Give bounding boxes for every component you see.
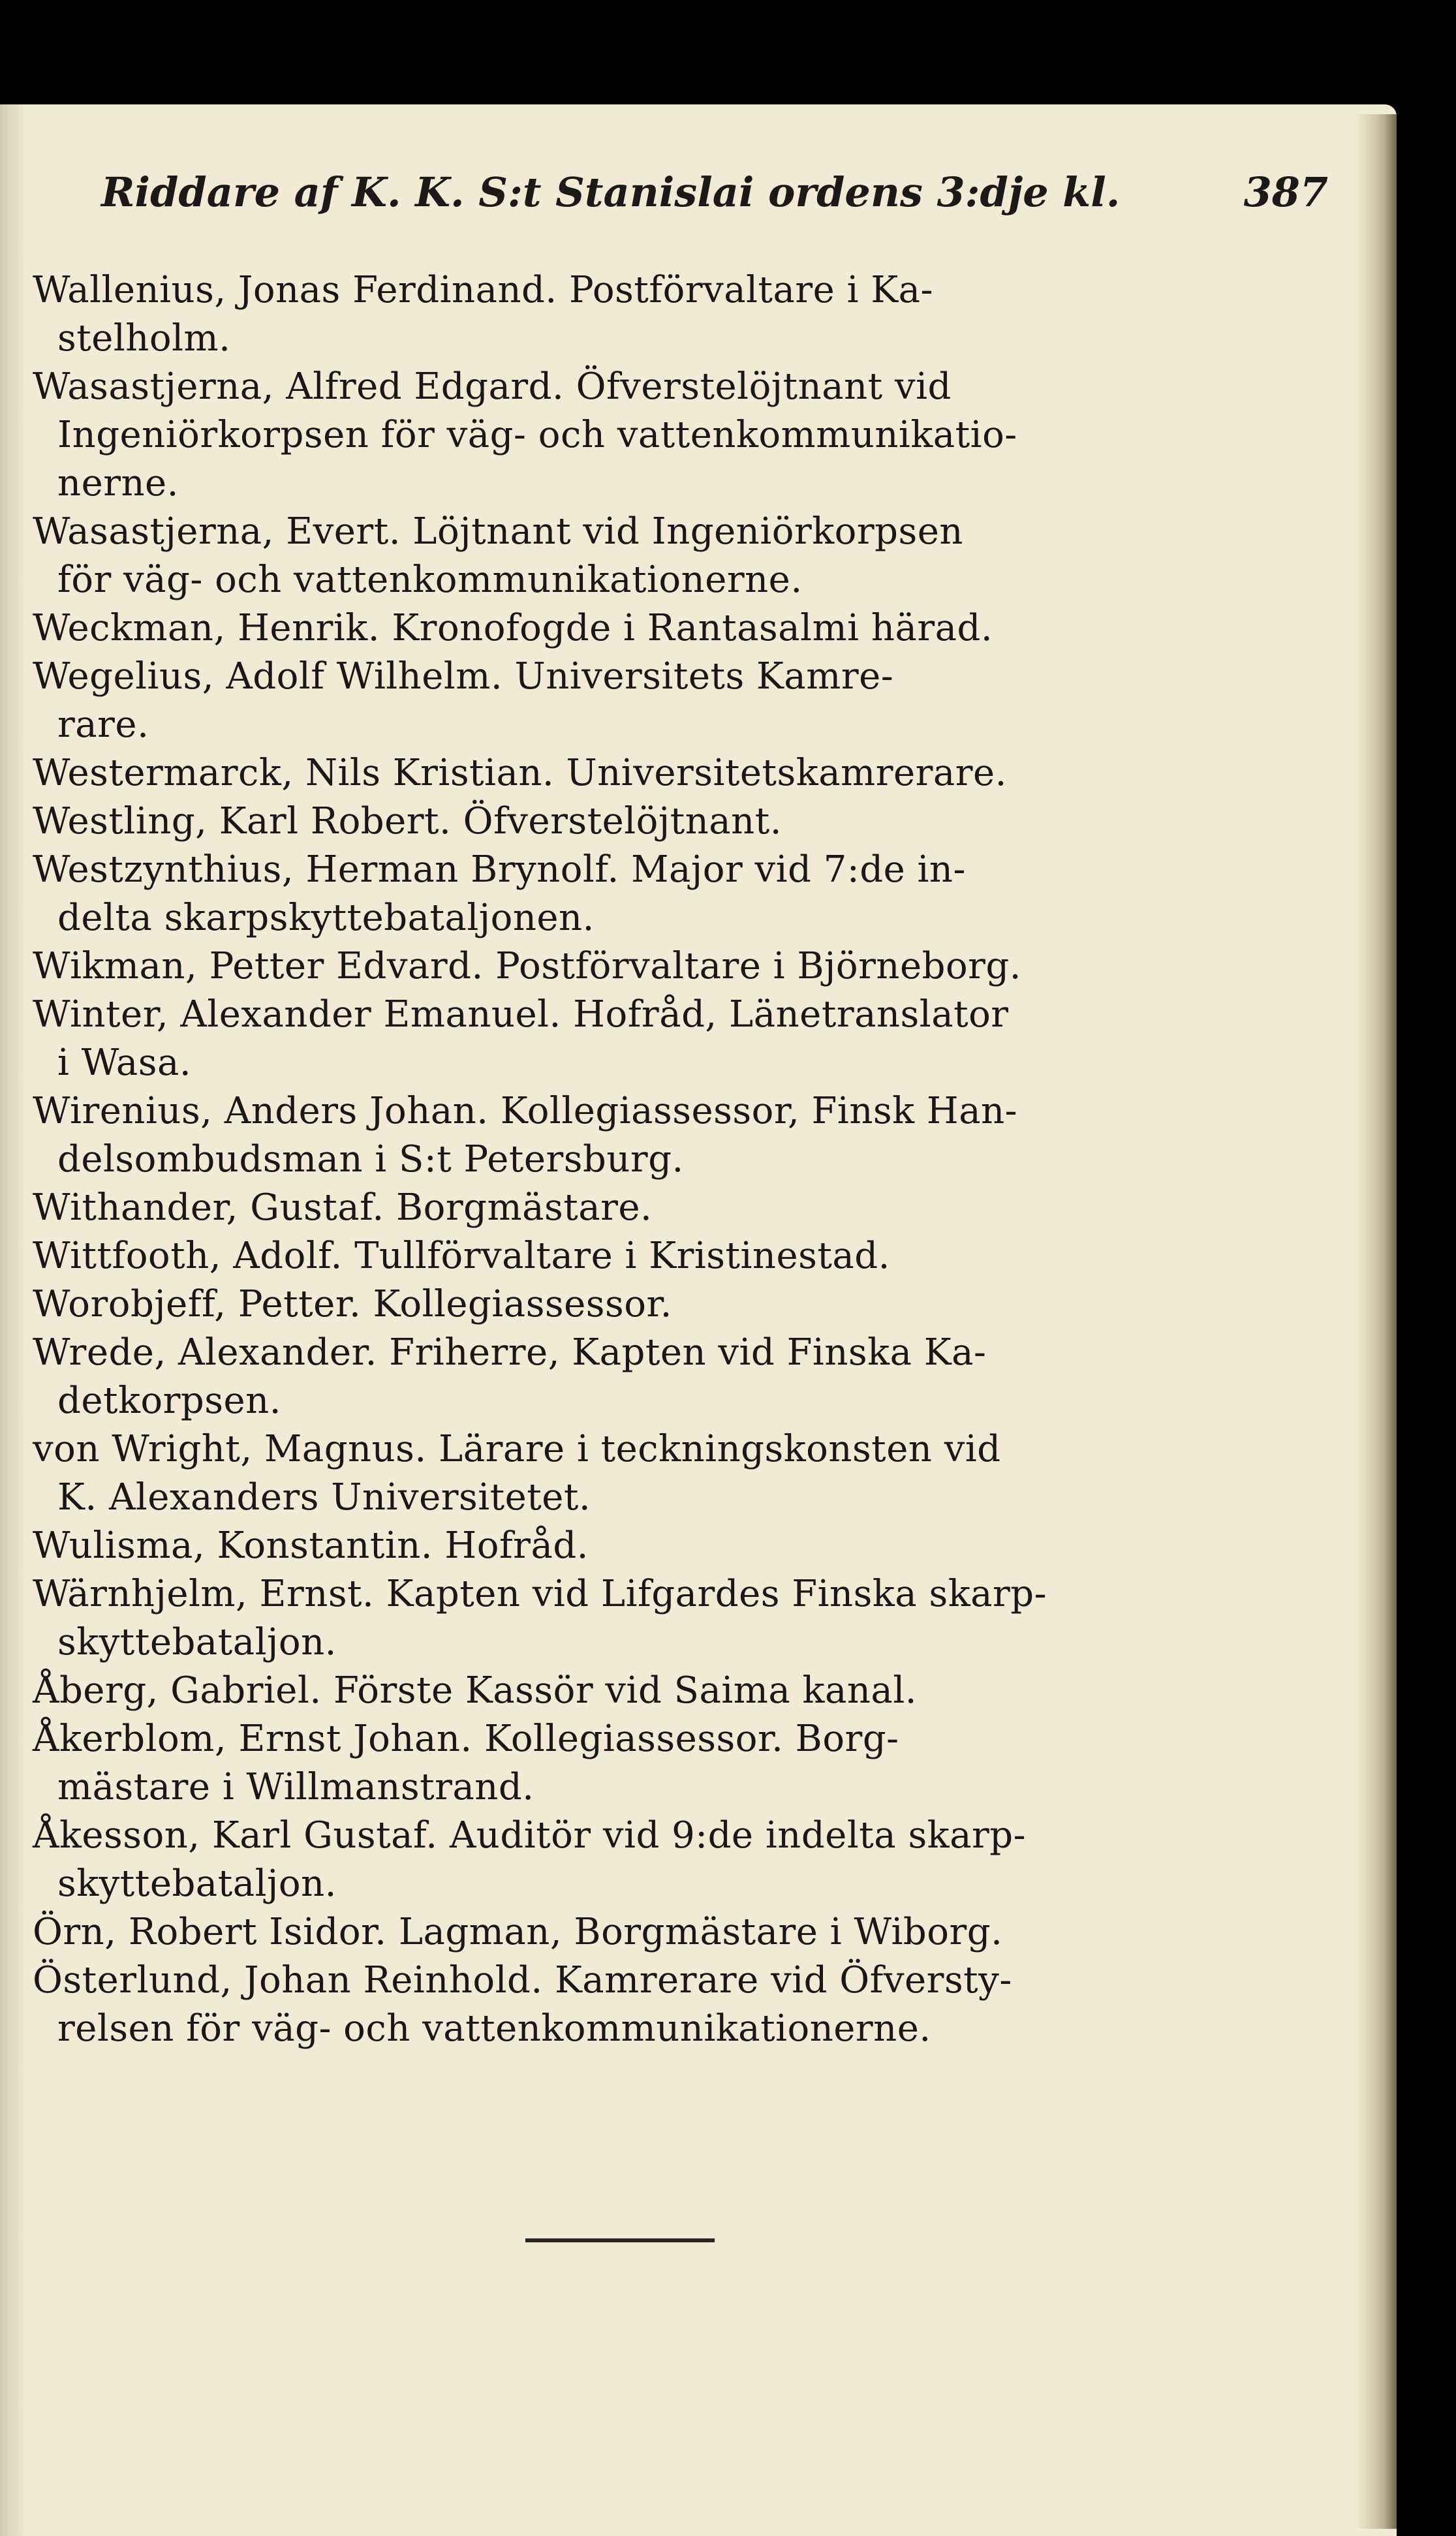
entry-first-line: Österlund, Johan Reinhold. Kamrerare vid Öfversty- bbox=[33, 1959, 1012, 2002]
entry-continuation-line: Ingeniörkorpsen för väg- och vattenkommunikatio- bbox=[57, 414, 1017, 456]
footer-rule bbox=[525, 2238, 715, 2242]
running-title: Riddare af K. K. S:t Stanislai ordens 3:dje kl. bbox=[101, 168, 1121, 216]
list-item bbox=[33, 1522, 1227, 1570]
entry-first-line: Withander, Gustaf. Borgmästare. bbox=[33, 1186, 653, 1229]
list-item bbox=[33, 1812, 1227, 1908]
list-item bbox=[33, 1908, 1227, 1956]
entry-continuation-line: för väg- och vattenkommunikationerne. bbox=[57, 559, 803, 601]
entry-first-line: Wärnhjelm, Ernst. Kapten vid Lifgardes Finska skarp- bbox=[33, 1573, 1047, 1615]
entry-first-line: Wirenius, Anders Johan. Kollegiassessor, Finsk Han- bbox=[33, 1090, 1018, 1132]
entry-first-line: Westling, Karl Robert. Öfverstelöjtnant. bbox=[33, 800, 782, 843]
entry-continuation-line: mästare i Willmanstrand. bbox=[57, 1766, 534, 1808]
entry-first-line: Wulisma, Konstantin. Hofråd. bbox=[33, 1524, 589, 1567]
page-edge bbox=[1357, 114, 1397, 2529]
entry-first-line: Wasastjerna, Alfred Edgard. Öfverstelöjtnant vid bbox=[33, 365, 952, 408]
entry-first-line: Westermarck, Nils Kristian. Universitetskamrerare. bbox=[33, 752, 1007, 794]
entry-continuation-line: nerne. bbox=[57, 462, 179, 504]
entry-continuation-line: delta skarpskyttebataljonen. bbox=[57, 897, 595, 939]
entry-first-line: Westzynthius, Herman Brynolf. Major vid 7:de in- bbox=[33, 848, 966, 891]
entry-first-line: Åberg, Gabriel. Förste Kassör vid Saima kanal. bbox=[33, 1669, 918, 1712]
entry-first-line: Örn, Robert Isidor. Lagman, Borgmästare i Wiborg. bbox=[33, 1911, 1003, 1953]
list-item bbox=[33, 942, 1227, 991]
entry-first-line: Wallenius, Jonas Ferdinand. Postförvaltare i Ka- bbox=[33, 269, 933, 311]
entry-continuation-line: skyttebataljon. bbox=[57, 1621, 337, 1663]
list-item bbox=[33, 604, 1227, 653]
list-item bbox=[33, 1956, 1227, 2053]
page-number: 387 bbox=[1243, 168, 1328, 216]
entry-first-line: Wikman, Petter Edvard. Postförvaltare i Björneborg. bbox=[33, 945, 1022, 987]
entry-first-line: Åkesson, Karl Gustaf. Auditör vid 9:de indelta skarp- bbox=[33, 1814, 1027, 1857]
entry-continuation-line: K. Alexanders Universitetet. bbox=[57, 1476, 591, 1519]
list-item bbox=[33, 1715, 1227, 1812]
entry-continuation-line: rare. bbox=[57, 704, 149, 746]
entry-first-line: Wrede, Alexander. Friherre, Kapten vid Finska Ka- bbox=[33, 1331, 987, 1374]
entry-first-line: Winter, Alexander Emanuel. Hofråd, Länetranslator bbox=[33, 993, 1009, 1036]
list-item bbox=[33, 1184, 1227, 1232]
entry-first-line: Wegelius, Adolf Wilhelm. Universitets Kamre- bbox=[33, 655, 894, 698]
entry-first-line: von Wright, Magnus. Lärare i teckningskonsten vid bbox=[33, 1428, 1001, 1470]
entry-continuation-line: delsombudsman i S:t Petersburg. bbox=[57, 1138, 684, 1181]
list-item bbox=[33, 1570, 1227, 1667]
entry-continuation-line: skyttebataljon. bbox=[57, 1863, 337, 1905]
entry-continuation-line: relsen för väg- och vattenkommunikationerne. bbox=[57, 2007, 931, 2050]
entry-first-line: Weckman, Henrik. Kronofogde i Rantasalmi härad. bbox=[33, 607, 993, 649]
entry-continuation-line: i Wasa. bbox=[57, 1042, 192, 1084]
entry-first-line: Worobjeff, Petter. Kollegiassessor. bbox=[33, 1283, 672, 1325]
running-header bbox=[101, 168, 1328, 227]
entry-first-line: Wasastjerna, Evert. Löjtnant vid Ingeniörkorpsen bbox=[33, 510, 963, 553]
list-item bbox=[33, 1280, 1227, 1329]
spine-shadow bbox=[0, 104, 26, 2536]
list-item bbox=[33, 363, 1227, 508]
list-item bbox=[33, 1329, 1227, 1425]
entry-first-line: Wittfooth, Adolf. Tullförvaltare i Kristinestad. bbox=[33, 1235, 890, 1277]
list-item bbox=[33, 266, 1227, 363]
entry-continuation-line: detkorpsen. bbox=[57, 1380, 282, 1422]
list-item bbox=[33, 749, 1227, 797]
list-item bbox=[33, 653, 1227, 749]
list-item bbox=[33, 1667, 1227, 1715]
list-item bbox=[33, 991, 1227, 1087]
list-item bbox=[33, 508, 1227, 604]
list-item bbox=[33, 1232, 1227, 1280]
entry-first-line: Åkerblom, Ernst Johan. Kollegiassessor. Borg- bbox=[33, 1718, 899, 1760]
entry-continuation-line: stelholm. bbox=[57, 317, 231, 360]
list-item bbox=[33, 1425, 1227, 1522]
list-item bbox=[33, 846, 1227, 942]
list-item bbox=[33, 1087, 1227, 1184]
list-item bbox=[33, 797, 1227, 846]
entry-list bbox=[33, 266, 1227, 2053]
